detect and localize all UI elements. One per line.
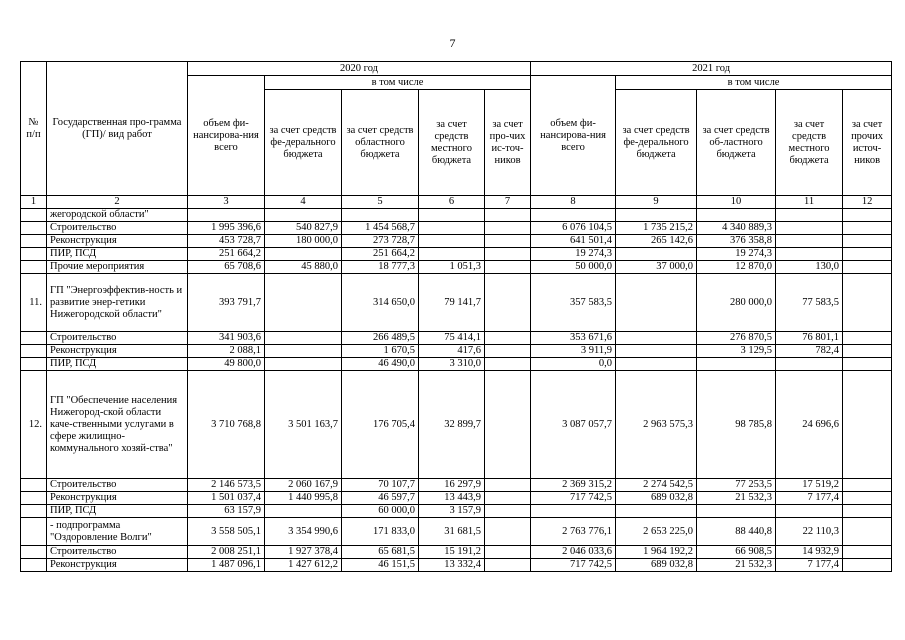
row-number [21,559,47,572]
value-cell-col-5: 171 833,0 [342,518,419,546]
header-2020-other: за счет про-чих ис-точ-ников [485,90,531,196]
value-cell-col-5: 176 705,4 [342,371,419,479]
value-cell-col-12 [843,546,892,559]
value-cell-col-12 [843,492,892,505]
column-number-10: 10 [697,196,776,209]
row-number [21,261,47,274]
value-cell-col-12 [843,505,892,518]
value-cell-col-6: 3 157,9 [419,505,485,518]
row-name: ПИР, ПСД [47,248,188,261]
value-cell-col-8: 717 742,5 [531,559,616,572]
value-cell-col-9 [616,248,697,261]
value-cell-col-11: 130,0 [776,261,843,274]
value-cell-col-5: 1 454 568,7 [342,222,419,235]
row-name: ПИР, ПСД [47,358,188,371]
value-cell-col-8: 357 583,5 [531,274,616,332]
value-cell-col-8: 2 369 315,2 [531,479,616,492]
value-cell-col-5: 18 777,3 [342,261,419,274]
value-cell-col-9: 2 963 575,3 [616,371,697,479]
value-cell-col-9: 37 000,0 [616,261,697,274]
value-cell-col-6: 1 051,3 [419,261,485,274]
row-name: - подпрограмма "Оздоровление Волги" [47,518,188,546]
row-number [21,345,47,358]
value-cell-col-11 [776,248,843,261]
value-cell-col-5: 60 000,0 [342,505,419,518]
value-cell-col-11 [776,209,843,222]
value-cell-col-7 [485,358,531,371]
value-cell-col-4 [265,358,342,371]
value-cell-col-3: 453 728,7 [188,235,265,248]
row-name: Реконструкция [47,235,188,248]
value-cell-col-10: 98 785,8 [697,371,776,479]
value-cell-col-5: 251 664,2 [342,248,419,261]
value-cell-col-10 [697,358,776,371]
table-row [21,222,892,235]
header-2021-other: за счет прочих источ-ников [843,90,892,196]
value-cell-col-11 [776,505,843,518]
value-cell-col-8 [531,209,616,222]
value-cell-col-10: 12 870,0 [697,261,776,274]
value-cell-col-9: 689 032,8 [616,492,697,505]
value-cell-col-6 [419,209,485,222]
value-cell-col-5: 70 107,7 [342,479,419,492]
value-cell-col-10: 4 340 889,3 [697,222,776,235]
value-cell-col-9: 689 032,8 [616,559,697,572]
value-cell-col-3 [188,209,265,222]
header-2021-local: за счет средств местного бюджета [776,90,843,196]
value-cell-col-11: 17 519,2 [776,479,843,492]
header-2020-federal: за счет средств фе-дерального бюджета [265,90,342,196]
value-cell-col-4: 2 060 167,9 [265,479,342,492]
value-cell-col-10 [697,209,776,222]
value-cell-col-12 [843,274,892,332]
value-cell-col-12 [843,358,892,371]
header-year-2021: 2021 год [531,62,892,76]
row-number [21,518,47,546]
value-cell-col-12 [843,332,892,345]
value-cell-col-12 [843,261,892,274]
value-cell-col-6: 75 414,1 [419,332,485,345]
value-cell-col-9: 265 142,6 [616,235,697,248]
row-name: Строительство [47,479,188,492]
row-number [21,479,47,492]
value-cell-col-4 [265,345,342,358]
financing-table [20,61,892,572]
header-2020-total: объем фи-нансирова-ния всего [188,76,265,196]
value-cell-col-9 [616,332,697,345]
row-number [21,546,47,559]
value-cell-col-6: 13 443,9 [419,492,485,505]
header-year-2020: 2020 год [188,62,531,76]
value-cell-col-6: 417,6 [419,345,485,358]
row-name: ГП "Обеспечение населения Нижегород-ской области каче-ственными услугами в сфере жилищно-коммунального хозяй-ства" [47,371,188,479]
value-cell-col-8: 717 742,5 [531,492,616,505]
value-cell-col-6: 31 681,5 [419,518,485,546]
column-number-7: 7 [485,196,531,209]
value-cell-col-7 [485,222,531,235]
value-cell-col-7 [485,371,531,479]
value-cell-col-5: 314 650,0 [342,274,419,332]
value-cell-col-6: 32 899,7 [419,371,485,479]
value-cell-col-7 [485,492,531,505]
header-2020-local: за счет средств местного бюджета [419,90,485,196]
value-cell-col-10: 21 532,3 [697,559,776,572]
header-2021-total: объем фи-нансирова-ния всего [531,76,616,196]
value-cell-col-7 [485,274,531,332]
table-row [21,274,892,332]
row-name: ПИР, ПСД [47,505,188,518]
value-cell-col-12 [843,371,892,479]
value-cell-col-8: 3 087 057,7 [531,371,616,479]
value-cell-col-10: 276 870,5 [697,332,776,345]
value-cell-col-10: 21 532,3 [697,492,776,505]
row-number [21,222,47,235]
column-number-6: 6 [419,196,485,209]
value-cell-col-9 [616,345,697,358]
value-cell-col-6: 79 141,7 [419,274,485,332]
value-cell-col-8: 6 076 104,5 [531,222,616,235]
row-number [21,332,47,345]
value-cell-col-10 [697,505,776,518]
table-row [21,358,892,371]
row-number [21,358,47,371]
row-name: Строительство [47,332,188,345]
value-cell-col-4 [265,248,342,261]
value-cell-col-3: 63 157,9 [188,505,265,518]
value-cell-col-9: 2 274 542,5 [616,479,697,492]
value-cell-col-3: 3 710 768,8 [188,371,265,479]
value-cell-col-4: 45 880,0 [265,261,342,274]
value-cell-col-7 [485,248,531,261]
value-cell-col-11 [776,358,843,371]
column-number-4: 4 [265,196,342,209]
column-number-11: 11 [776,196,843,209]
value-cell-col-8 [531,505,616,518]
value-cell-col-5: 46 490,0 [342,358,419,371]
table-row [21,261,892,274]
value-cell-col-7 [485,518,531,546]
value-cell-col-12 [843,222,892,235]
row-number [21,248,47,261]
row-name: Строительство [47,222,188,235]
value-cell-col-5: 46 151,5 [342,559,419,572]
value-cell-col-3: 1 995 396,6 [188,222,265,235]
table-row [21,479,892,492]
value-cell-col-11: 24 696,6 [776,371,843,479]
row-name: ГП "Энергоэффектив-ность и развитие энер-гетики Нижегородской области" [47,274,188,332]
row-name: Реконструкция [47,345,188,358]
value-cell-col-7 [485,479,531,492]
value-cell-col-7 [485,505,531,518]
value-cell-col-8: 50 000,0 [531,261,616,274]
value-cell-col-3: 2 088,1 [188,345,265,358]
value-cell-col-12 [843,235,892,248]
value-cell-col-10: 376 358,8 [697,235,776,248]
value-cell-col-9 [616,358,697,371]
value-cell-col-7 [485,261,531,274]
value-cell-col-4: 3 354 990,6 [265,518,342,546]
value-cell-col-9: 2 653 225,0 [616,518,697,546]
value-cell-col-6: 15 191,2 [419,546,485,559]
table-row [21,492,892,505]
row-number [21,235,47,248]
header-2020-incl: в том числе [265,76,531,90]
value-cell-col-8: 2 046 033,6 [531,546,616,559]
value-cell-col-11: 14 932,9 [776,546,843,559]
column-numbers-row [21,196,892,209]
value-cell-col-11: 77 583,5 [776,274,843,332]
column-number-12: 12 [843,196,892,209]
value-cell-col-4 [265,505,342,518]
value-cell-col-8: 353 671,6 [531,332,616,345]
value-cell-col-12 [843,209,892,222]
value-cell-col-3: 3 558 505,1 [188,518,265,546]
value-cell-col-3: 341 903,6 [188,332,265,345]
row-number: 12. [21,371,47,479]
column-number-8: 8 [531,196,616,209]
value-cell-col-12 [843,518,892,546]
value-cell-col-9: 1 735 215,2 [616,222,697,235]
value-cell-col-4: 1 927 378,4 [265,546,342,559]
table-row [21,235,892,248]
value-cell-col-7 [485,332,531,345]
value-cell-col-11: 7 177,4 [776,492,843,505]
value-cell-col-4: 1 427 612,2 [265,559,342,572]
column-number-5: 5 [342,196,419,209]
value-cell-col-11: 7 177,4 [776,559,843,572]
value-cell-col-9 [616,209,697,222]
row-number [21,492,47,505]
header-2021-federal: за счет средств фе-дерального бюджета [616,90,697,196]
value-cell-col-8: 3 911,9 [531,345,616,358]
row-number [21,209,47,222]
value-cell-col-8: 2 763 776,1 [531,518,616,546]
value-cell-col-7 [485,209,531,222]
value-cell-col-10: 280 000,0 [697,274,776,332]
value-cell-col-4: 180 000,0 [265,235,342,248]
table-row [21,505,892,518]
value-cell-col-5: 273 728,7 [342,235,419,248]
table-row [21,559,892,572]
value-cell-col-12 [843,559,892,572]
value-cell-col-10: 88 440,8 [697,518,776,546]
row-number: 11. [21,274,47,332]
value-cell-col-6 [419,235,485,248]
value-cell-col-11 [776,235,843,248]
value-cell-col-3: 251 664,2 [188,248,265,261]
value-cell-col-6: 16 297,9 [419,479,485,492]
value-cell-col-5: 65 681,5 [342,546,419,559]
value-cell-col-8: 19 274,3 [531,248,616,261]
value-cell-col-7 [485,546,531,559]
value-cell-col-4: 1 440 995,8 [265,492,342,505]
value-cell-col-11 [776,222,843,235]
header-num: № п/п [21,62,47,196]
value-cell-col-7 [485,345,531,358]
value-cell-col-10: 77 253,5 [697,479,776,492]
table-row [21,518,892,546]
value-cell-col-3: 49 800,0 [188,358,265,371]
header-2020-regional: за счет средств областного бюджета [342,90,419,196]
value-cell-col-12 [843,345,892,358]
value-cell-col-6 [419,222,485,235]
value-cell-col-11: 76 801,1 [776,332,843,345]
value-cell-col-12 [843,248,892,261]
table-row [21,248,892,261]
value-cell-col-6 [419,248,485,261]
table-row [21,332,892,345]
column-number-2: 2 [47,196,188,209]
row-name: Реконструкция [47,559,188,572]
value-cell-col-6: 13 332,4 [419,559,485,572]
column-number-3: 3 [188,196,265,209]
header-2021-incl: в том числе [616,76,892,90]
value-cell-col-7 [485,235,531,248]
value-cell-col-9 [616,274,697,332]
value-cell-col-9: 1 964 192,2 [616,546,697,559]
value-cell-col-5: 46 597,7 [342,492,419,505]
value-cell-col-11: 22 110,3 [776,518,843,546]
page-number: 7 [449,36,456,50]
value-cell-col-3: 393 791,7 [188,274,265,332]
value-cell-col-4: 3 501 163,7 [265,371,342,479]
header-2021-regional: за счет средств об-ластного бюджета [697,90,776,196]
row-name: Реконструкция [47,492,188,505]
value-cell-col-7 [485,559,531,572]
value-cell-col-8: 641 501,4 [531,235,616,248]
value-cell-col-5: 1 670,5 [342,345,419,358]
table-row [21,371,892,479]
value-cell-col-11: 782,4 [776,345,843,358]
value-cell-col-4: 540 827,9 [265,222,342,235]
value-cell-col-3: 65 708,6 [188,261,265,274]
table-row [21,546,892,559]
value-cell-col-3: 1 501 037,4 [188,492,265,505]
value-cell-col-4 [265,209,342,222]
value-cell-col-10: 66 908,5 [697,546,776,559]
value-cell-col-10: 3 129,5 [697,345,776,358]
value-cell-col-4 [265,274,342,332]
value-cell-col-3: 1 487 096,1 [188,559,265,572]
value-cell-col-3: 2 008 251,1 [188,546,265,559]
table-row [21,209,892,222]
row-name: Прочие мероприятия [47,261,188,274]
value-cell-col-5 [342,209,419,222]
row-name: жегородской области" [47,209,188,222]
value-cell-col-4 [265,332,342,345]
value-cell-col-5: 266 489,5 [342,332,419,345]
value-cell-col-9 [616,505,697,518]
value-cell-col-12 [843,479,892,492]
value-cell-col-8: 0,0 [531,358,616,371]
value-cell-col-10: 19 274,3 [697,248,776,261]
table-row [21,345,892,358]
value-cell-col-3: 2 146 573,5 [188,479,265,492]
column-number-9: 9 [616,196,697,209]
column-number-1: 1 [21,196,47,209]
row-name: Строительство [47,546,188,559]
value-cell-col-6: 3 310,0 [419,358,485,371]
row-number [21,505,47,518]
header-program: Государственная про-грамма (ГП)/ вид работ [47,62,188,196]
